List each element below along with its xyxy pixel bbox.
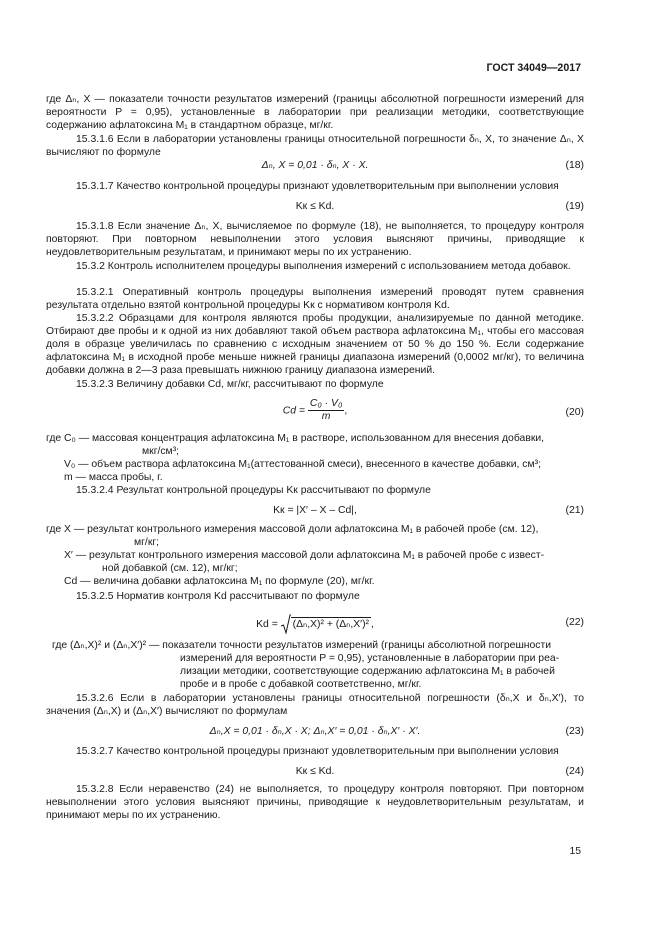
- fraction: [308, 398, 344, 423]
- formula-expression: Kк ≤ Kd.: [295, 201, 335, 212]
- page-number: 15: [569, 846, 581, 857]
- paragraph-text: 15.3.1.8 Если значение Δₙ, X, вычисляемое по формуле (18), не выполняется, то процедуру контроля повторяют. При повторном невыполнении этого условия выясняют причины, приводящие к неудовлетворительным результатам, и принимают меры по их устранению.: [46, 221, 584, 259]
- paragraph-15-3-2-2: [46, 312, 584, 377]
- definition-delta-line1: где (Δₙ,X)² и (Δₙ,X′)² — показатели точности результатов измерений (границы абсолютной погрешности: [52, 640, 552, 651]
- definition-c0-cont: мкг/см³;: [142, 446, 180, 458]
- formula-number: (18): [565, 160, 584, 171]
- paragraph-15-3-1-6: [46, 133, 584, 159]
- paragraph-15-3-2-5: [46, 590, 584, 603]
- formula-tail: ,: [344, 405, 348, 417]
- definitions-formula-20: [46, 432, 584, 484]
- document-code-header: ГОСТ 34049—2017: [486, 62, 581, 74]
- definition-xprime-cont: ной добавкой (см. 12), мг/кг;: [102, 563, 238, 575]
- paragraph-text: 15.3.2.5 Норматив контроля Kd рассчитывают по формуле: [76, 591, 360, 602]
- formula-number: (21): [565, 505, 584, 516]
- formula-expression: Kк = |X′ – X – Cd|,: [273, 505, 357, 516]
- paragraph-15-3-2-6: [46, 692, 584, 718]
- paragraph-text: 15.3.1.7 Качество контрольной процедуры признают удовлетворительным при выполнении условия: [76, 181, 559, 192]
- definition-m: m — масса пробы, г.: [64, 472, 163, 484]
- paragraph-15-3-2-3: [46, 378, 584, 391]
- formula-21: [46, 504, 584, 518]
- square-root: [281, 614, 371, 634]
- formula-expression: [46, 398, 584, 423]
- formula-expression: Kк ≤ Kd.: [295, 766, 335, 777]
- paragraph-text: 15.3.2.6 Если в лаборатории установлены границы относительной погрешности (δₙ,X и δₙ,X′), то значения (Δₙ,X) и (Δₙ,X′) вычисляют по формулам: [46, 693, 584, 718]
- formula-number: (23): [565, 726, 584, 737]
- paragraph-text: 15.3.2.8 Если неравенство (24) не выполняется, то процедуру контроля повторяют. При повторном невыполнении этого условия выясняют причины, приводящие к неудовлетворительным результатам, и принимают меры по их устранению.: [46, 784, 584, 822]
- paragraph-text: 15.3.2.7 Качество контрольной процедуры признают удовлетворительным при выполнении условия: [76, 746, 559, 757]
- definition-text: где Δₙ, X — показатели точности результатов измерений (границы абсолютной погрешности измерений для вероятности P = 0,95), установленные в лаборатории при реализации методики, соответствующие содержанию афлатоксина M₁ в стандартном образце, мг/кг.: [46, 94, 584, 132]
- fraction-numerator: C₀ · V₀: [309, 398, 343, 409]
- definitions-formula-22: [46, 639, 584, 691]
- formula-number: (19): [565, 201, 584, 212]
- paragraph-text: 15.3.2.2 Образцами для контроля являются пробы продукции, анализируемые по данной методике. Отбирают две пробы и к одной из них добавляют такой объем раствора афлатоксина M₁, чтобы его массовая доля в образце увеличилась по сравнению с исходным значением от 50 % до 150 %. Если содержание афлатоксина M₁ в исходной пробе меньше нижней границы диапазона измерений (0,0002 мг/кг), то величина добавки должна в 2—3 раза превышать нижнюю границу диапазона измерений.: [46, 313, 584, 377]
- definition-v0: V₀ — объем раствора афлатоксина M₁(аттестованной смеси), внесенного в качестве добавки, см³;: [64, 459, 541, 471]
- formula-expression: Δₙ, X = 0,01 · δₙ, X · X.: [261, 160, 369, 171]
- paragraph-15-3-2: [46, 260, 584, 273]
- paragraph-text: 15.3.2 Контроль исполнителем процедуры выполнения измерений с использованием метода добавок.: [76, 261, 571, 272]
- formula-number: (24): [565, 766, 584, 777]
- formula-23: [46, 725, 584, 739]
- paragraph-text: 15.3.2.1 Оперативный контроль процедуры выполнения измерений проводят путем сравнения результата отдельно взятой контрольной процедуры Kк с нормативом контроля Kd.: [46, 287, 584, 312]
- paragraph-text: 15.3.1.6 Если в лаборатории установлены границы относительной погрешности δₙ, X, то значение Δₙ, X вычисляют по формуле: [46, 134, 584, 159]
- definition-cd: Cd — величина добавки афлатоксина M₁ по формуле (20), мг/кг.: [64, 576, 375, 588]
- definition-delta-line3: лизации методики, соответствующие содержанию афлатоксина M₁ в рабочей: [180, 666, 555, 678]
- paragraph-15-3-2-8: [46, 783, 584, 822]
- formula-22: [46, 612, 584, 634]
- formula-20: [46, 398, 584, 430]
- formula-expression: Δₙ,X = 0,01 · δₙ,X · X; Δₙ,X′ = 0,01 · δₙ,X′ · X′.: [209, 726, 421, 737]
- formula-24: [46, 765, 584, 779]
- formula-expression: [46, 614, 584, 634]
- paragraph-15-3-2-7: [46, 745, 584, 758]
- formula-18: [46, 159, 584, 173]
- formula-number: (22): [565, 617, 584, 628]
- fraction-denominator: m: [321, 411, 331, 422]
- paragraph-15-3-1-7: [46, 180, 584, 193]
- definition-delta-line2: измерений для вероятности P = 0,95), установленные в лаборатории при реа-: [180, 653, 560, 665]
- formula-tail: ,: [371, 618, 374, 630]
- paragraph-text: 15.3.2.3 Величину добавки Cd, мг/кг, рассчитывают по формуле: [76, 379, 384, 390]
- definition-delta-line4: пробе и в пробе с добавкой соответственно, мг/кг.: [180, 679, 422, 691]
- definition-x-cont: мг/кг;: [134, 537, 160, 549]
- radical-icon: [281, 614, 291, 634]
- paragraph-15-3-2-1: [46, 286, 584, 312]
- radicand: (Δₙ,X)² + (Δₙ,X′)²: [292, 618, 370, 630]
- formula-number: (20): [565, 407, 584, 418]
- formula-lhs: Cd =: [282, 405, 306, 417]
- definition-xprime: X′ — результат контрольного измерения массовой доли афлатоксина M₁ в рабочей пробе с извест-: [64, 550, 545, 562]
- definitions-formula-21: [46, 523, 584, 588]
- formula-lhs: Kd =: [256, 618, 278, 630]
- formula-19: [46, 200, 584, 214]
- definition-delta-nx: [46, 93, 584, 132]
- definition-x: где X — результат контрольного измерения массовой доли афлатоксина M₁ в рабочей пробе (см. 12),: [46, 524, 539, 535]
- paragraph-15-3-2-4: [46, 484, 584, 497]
- paragraph-text: 15.3.2.4 Результат контрольной процедуры Kк рассчитывают по формуле: [76, 485, 431, 496]
- paragraph-15-3-1-8: [46, 220, 584, 259]
- definition-c0: где C₀ — массовая концентрация афлатоксина M₁ в растворе, использованном для внесения добавки,: [46, 433, 545, 444]
